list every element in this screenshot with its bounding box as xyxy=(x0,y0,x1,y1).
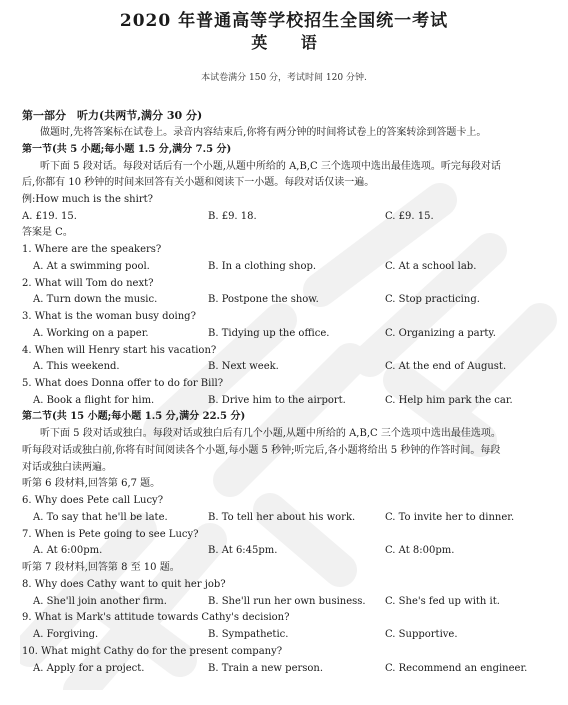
section1-instruction-line2: 后,你都有 10 秒钟的时间来回答有关小题和阅读下一小题。每段对话仅读一遍。 xyxy=(22,177,375,188)
q9-option-a: A. Forgiving. xyxy=(33,629,99,640)
q6-option-a: A. To say that he'll be late. xyxy=(33,512,168,523)
q8-option-b: B. She'll run her own business. xyxy=(208,596,366,607)
q3-option-b: B. Tidying up the office. xyxy=(208,328,330,339)
material-6-note: 听第 6 段材料,回答第 6,7 题。 xyxy=(22,478,161,489)
q4-option-b: B. Next week. xyxy=(208,361,279,372)
q4-option-a: A. This weekend. xyxy=(33,361,120,372)
example-question: 例:How much is the shirt? xyxy=(22,194,153,205)
subject-title: 英 语 xyxy=(251,33,331,52)
example-option-b: B. £9. 18. xyxy=(208,211,257,222)
q5-option-a: A. Book a flight for him. xyxy=(33,395,155,406)
section2-instruction-line1: 听下面 5 段对话或独白。每段对话或独白后有几个小题,从题中所给的 A,B,C 三个选项中选出最佳选项。 xyxy=(40,428,501,439)
question-3: 3. What is the woman busy doing? xyxy=(22,311,196,322)
q10-option-a: A. Apply for a project. xyxy=(33,663,145,674)
q1-option-a: A. At a swimming pool. xyxy=(33,261,150,272)
question-5: 5. What does Donna offer to do for Bill? xyxy=(22,378,224,389)
material-7-note: 听第 7 段材料,回答第 8 至 10 题。 xyxy=(22,562,180,573)
q8-option-c: C. She's fed up with it. xyxy=(385,596,500,607)
q10-option-b: B. Train a new person. xyxy=(208,663,324,674)
q6-option-c: C. To invite her to dinner. xyxy=(385,512,515,523)
q2-option-b: B. Postpone the show. xyxy=(208,294,319,305)
q9-option-c: C. Supportive. xyxy=(385,629,458,640)
q6-option-b: B. To tell her about his work. xyxy=(208,512,356,523)
q9-option-b: B. Sympathetic. xyxy=(208,629,289,640)
q5-option-b: B. Drive him to the airport. xyxy=(208,395,346,406)
example-option-c: C. £9. 15. xyxy=(385,211,434,222)
example-answer: 答案是 C。 xyxy=(22,227,73,238)
q2-option-a: A. Turn down the music. xyxy=(33,294,158,305)
q3-option-c: C. Organizing a party. xyxy=(385,328,496,339)
q7-option-a: A. At 6:00pm. xyxy=(33,545,103,556)
q4-option-c: C. At the end of August. xyxy=(385,361,507,372)
question-2: 2. What will Tom do next? xyxy=(22,278,154,289)
example-option-a: A. £19. 15. xyxy=(22,211,77,222)
q3-option-a: A. Working on a paper. xyxy=(33,328,149,339)
q8-option-a: A. She'll join another firm. xyxy=(33,596,167,607)
q10-option-c: C. Recommend an engineer. xyxy=(385,663,528,674)
question-6: 6. Why does Pete call Lucy? xyxy=(22,495,164,506)
section1-instruction-line1: 听下面 5 段对话。每段对话后有一个小题,从题中所给的 A,B,C 三个选项中选出最佳选项。听完每段对话 xyxy=(40,161,501,172)
q5-option-c: C. Help him park the car. xyxy=(385,395,513,406)
exam-title: 2020 年普通高等学校招生全国统一考试 xyxy=(119,11,449,31)
section2-title: 第二节(共 15 小题;每小题 1.5 分,满分 22.5 分) xyxy=(22,411,246,422)
section2-instruction-line2: 听每段对话或独白前,你将有时间阅读各个小题,每小题 5 秒钟;听完后,各小题将给出 5 秒钟的作答时间。每段 xyxy=(22,445,501,456)
section1-title: 第一节(共 5 小题;每小题 1.5 分,满分 7.5 分) xyxy=(22,144,232,155)
question-7: 7. When is Pete going to see Lucy? xyxy=(22,529,199,540)
question-1: 1. Where are the speakers? xyxy=(22,244,162,255)
part1-instruction: 做题时,先将答案标在试卷上。录音内容结束后,你将有两分钟的时间将试卷上的答案转涂到答题卡上。 xyxy=(40,127,487,138)
question-8: 8. Why does Cathy want to quit her job? xyxy=(22,579,226,590)
q7-option-b: B. At 6:45pm. xyxy=(208,545,278,556)
q1-option-b: B. In a clothing shop. xyxy=(208,261,317,272)
question-10: 10. What might Cathy do for the present company? xyxy=(22,646,283,657)
question-4: 4. When will Henry start his vacation? xyxy=(22,345,217,356)
q7-option-c: C. At 8:00pm. xyxy=(385,545,455,556)
question-9: 9. What is Mark's attitude towards Cathy's decision? xyxy=(22,612,290,623)
score-time-note: 本试卷满分 150 分，考试时间 120 分钟. xyxy=(201,73,367,83)
q2-option-c: C. Stop practicing. xyxy=(385,294,480,305)
section2-instruction-line3: 对话或独白读两遍。 xyxy=(22,462,112,473)
q1-option-c: C. At a school lab. xyxy=(385,261,477,272)
part1-title: 第一部分 听力(共两节,满分 30 分) xyxy=(22,109,203,122)
